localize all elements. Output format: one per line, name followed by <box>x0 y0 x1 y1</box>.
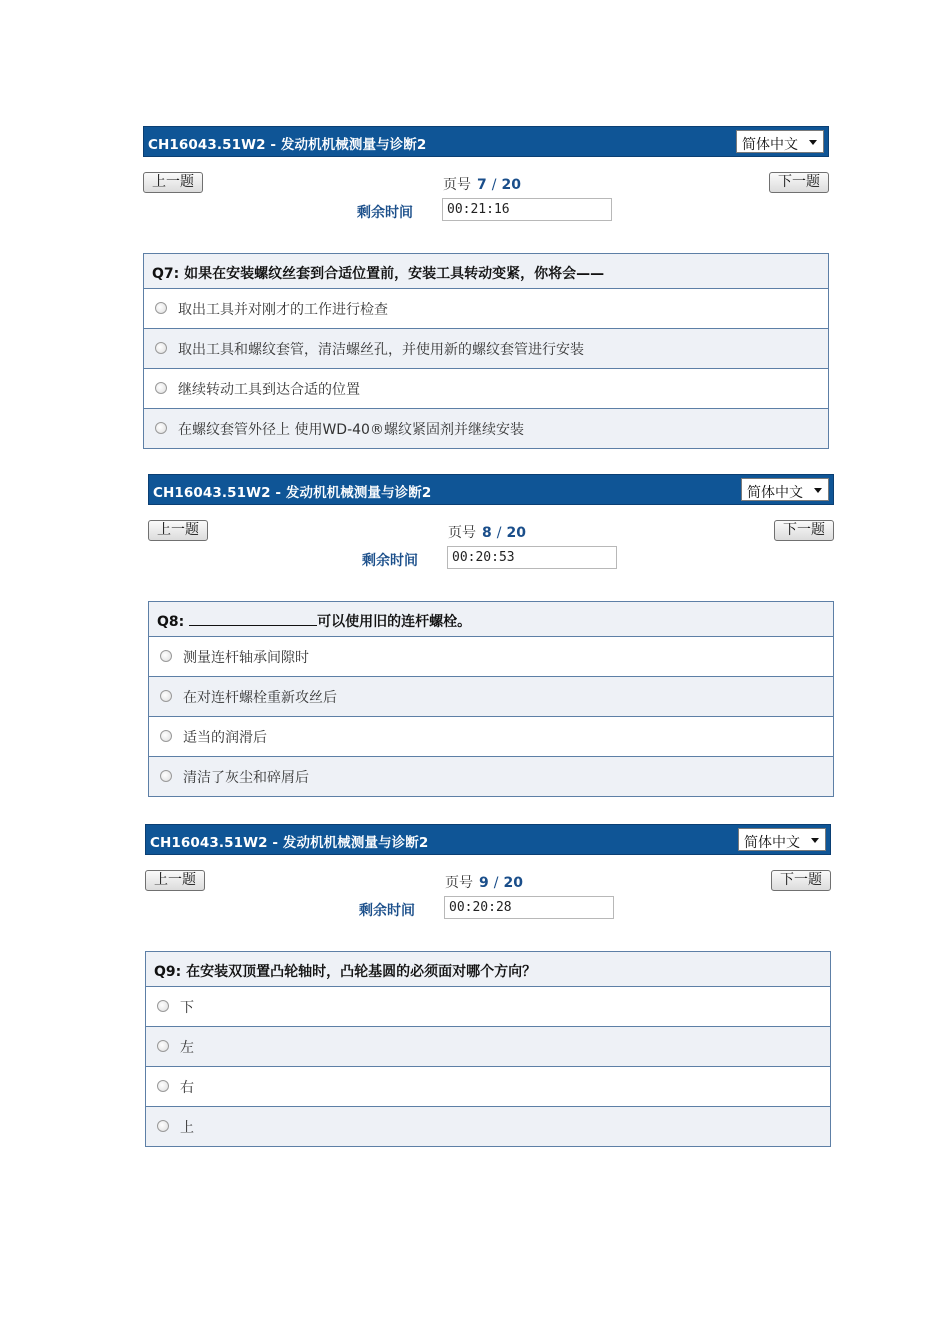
radio-button[interactable] <box>160 690 172 702</box>
language-select-value: 简体中文 <box>744 835 800 851</box>
language-select-value: 简体中文 <box>742 137 798 153</box>
quiz-title: CH16043.51W2 - 发动机机械测量与诊断2 <box>148 137 427 153</box>
answer-option[interactable] <box>146 987 830 1027</box>
question-number: Q8: <box>157 614 185 630</box>
answer-option-label: 在螺纹套管外径上 使用WD-40®螺纹紧固剂并继续安装 <box>178 422 524 438</box>
next-question-button[interactable]: 下一题 <box>771 870 831 891</box>
page-separator: / <box>491 177 497 193</box>
answer-option-label: 在对连杆螺栓重新攻丝后 <box>183 690 337 706</box>
answer-option[interactable] <box>146 1107 830 1146</box>
radio-button[interactable] <box>155 302 167 314</box>
time-remaining-label: 剩余时间 <box>359 903 415 919</box>
question-box <box>148 601 834 797</box>
answer-option[interactable] <box>149 717 833 757</box>
quiz-title-bar <box>148 474 834 505</box>
radio-button[interactable] <box>160 650 172 662</box>
radio-button[interactable] <box>157 1120 169 1132</box>
answer-option[interactable] <box>146 1067 830 1107</box>
question-box <box>143 253 829 449</box>
answer-option[interactable] <box>146 1027 830 1067</box>
answer-option-label: 测量连杆轴承间隙时 <box>183 650 309 666</box>
answer-option[interactable] <box>149 637 833 677</box>
question-text <box>149 602 833 637</box>
question-text: Q9: 在安装双顶置凸轮轴时，凸轮基圆的必须面对哪个方向？ <box>146 952 830 987</box>
answer-option-label: 左 <box>180 1040 194 1056</box>
next-question-button[interactable]: 下一题 <box>769 172 829 193</box>
answer-option[interactable] <box>144 409 828 448</box>
answer-option-label: 下 <box>180 1000 194 1016</box>
page-total: 20 <box>503 875 523 891</box>
radio-button[interactable] <box>157 1000 169 1012</box>
page-label: 页号 <box>443 177 471 193</box>
answer-option-label: 上 <box>180 1120 194 1136</box>
answer-option-label: 取出工具和螺纹套管，清洁螺丝孔，并使用新的螺纹套管进行安装 <box>178 342 584 358</box>
quiz-title-bar <box>143 126 829 157</box>
answer-option-label: 适当的润滑后 <box>183 730 267 746</box>
next-question-button[interactable]: 下一题 <box>774 520 834 541</box>
answer-option[interactable] <box>149 677 833 717</box>
answer-option-label: 清洁了灰尘和碎屑后 <box>183 770 309 786</box>
chevron-down-icon <box>811 838 819 843</box>
fill-in-blank <box>189 613 317 626</box>
answer-option-label: 取出工具并对刚才的工作进行检查 <box>178 302 388 318</box>
answer-option[interactable] <box>149 757 833 796</box>
question-body: 可以使用旧的连杆螺栓。 <box>317 614 472 630</box>
prev-question-button[interactable]: 上一题 <box>145 870 205 891</box>
answer-option-label: 继续转动工具到达合适的位置 <box>178 382 360 398</box>
answer-option[interactable] <box>144 329 828 369</box>
quiz-title-bar <box>145 824 831 855</box>
radio-button[interactable] <box>160 730 172 742</box>
page-separator: / <box>493 875 499 891</box>
page-label: 页号 <box>448 525 476 541</box>
time-remaining-label: 剩余时间 <box>357 205 413 221</box>
prev-question-button[interactable]: 上一题 <box>143 172 203 193</box>
page-indicator <box>448 522 526 542</box>
language-select-value: 简体中文 <box>747 485 803 501</box>
quiz-title: CH16043.51W2 - 发动机机械测量与诊断2 <box>153 485 432 501</box>
answer-option-label: 右 <box>180 1080 194 1096</box>
page-total: 20 <box>506 525 526 541</box>
page-total: 20 <box>501 177 521 193</box>
time-remaining-field: 00:20:28 <box>444 896 614 919</box>
chevron-down-icon <box>809 140 817 145</box>
time-remaining-field: 00:21:16 <box>442 198 612 221</box>
quiz-title: CH16043.51W2 - 发动机机械测量与诊断2 <box>150 835 429 851</box>
language-select[interactable] <box>736 130 824 153</box>
language-select[interactable] <box>738 828 826 851</box>
radio-button[interactable] <box>157 1040 169 1052</box>
page-indicator <box>443 174 521 194</box>
radio-button[interactable] <box>160 770 172 782</box>
question-text: Q7: 如果在安装螺纹丝套到合适位置前，安装工具转动变紧，你将会—— <box>144 254 828 289</box>
page-current: 9 <box>479 875 489 891</box>
page-indicator <box>445 872 523 892</box>
radio-button[interactable] <box>155 422 167 434</box>
radio-button[interactable] <box>157 1080 169 1092</box>
chevron-down-icon <box>814 488 822 493</box>
question-panel <box>145 824 831 1147</box>
question-panel <box>148 474 834 797</box>
page-separator: / <box>496 525 502 541</box>
time-remaining-field: 00:20:53 <box>447 546 617 569</box>
page-label: 页号 <box>445 875 473 891</box>
question-box <box>145 951 831 1147</box>
page-current: 7 <box>477 177 487 193</box>
radio-button[interactable] <box>155 342 167 354</box>
time-remaining-label: 剩余时间 <box>362 553 418 569</box>
answer-option[interactable] <box>144 289 828 329</box>
page-current: 8 <box>482 525 492 541</box>
prev-question-button[interactable]: 上一题 <box>148 520 208 541</box>
answer-option[interactable] <box>144 369 828 409</box>
radio-button[interactable] <box>155 382 167 394</box>
language-select[interactable] <box>741 478 829 501</box>
question-panel <box>143 126 829 449</box>
